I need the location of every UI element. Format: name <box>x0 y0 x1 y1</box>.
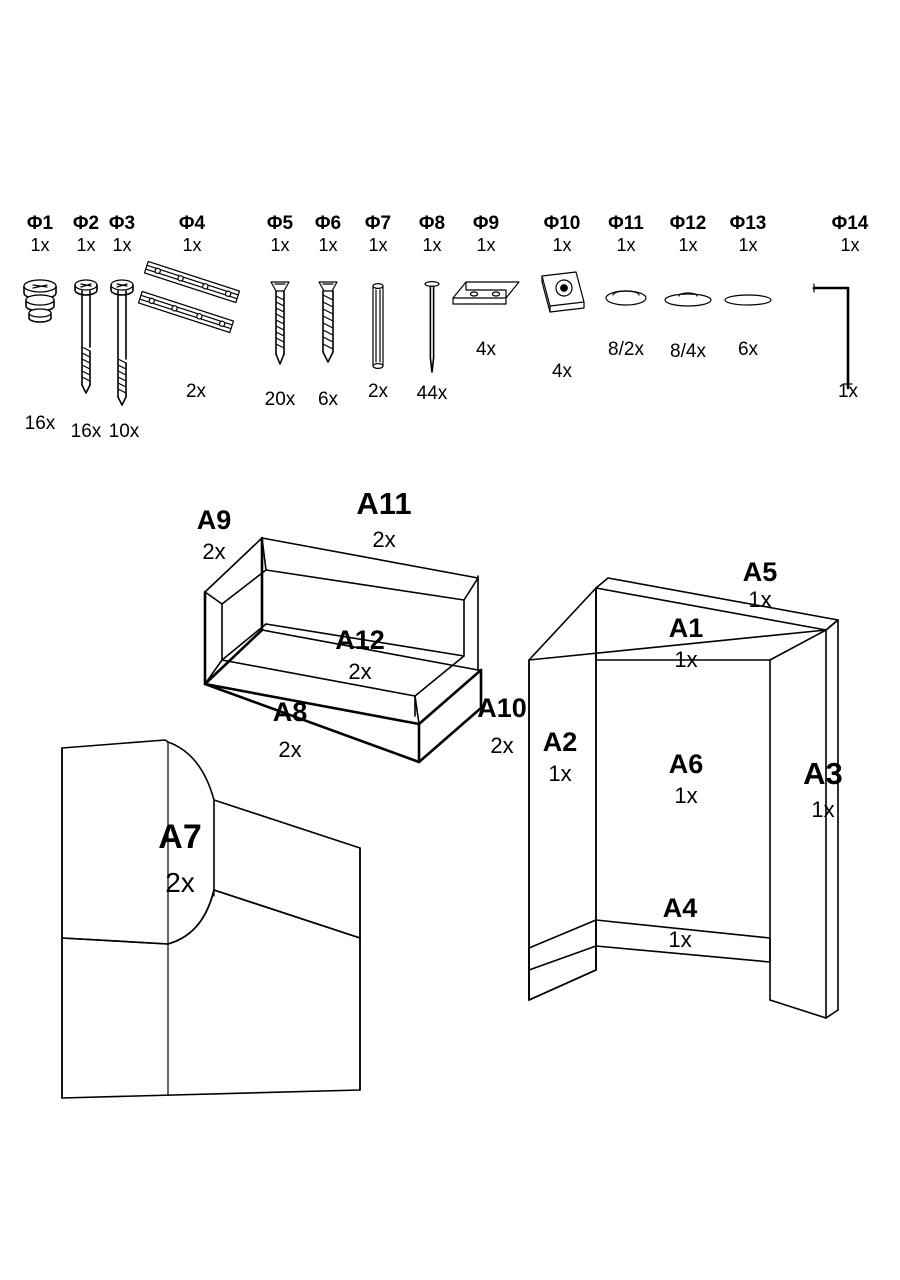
panel-qty-a11: 2x <box>372 527 396 552</box>
panel-qty-a9: 2x <box>202 539 226 564</box>
panel-code-a7: A7 <box>158 818 202 856</box>
hardware-unit-5: 1x <box>270 235 290 255</box>
hardware-count-1: 16x <box>24 413 56 434</box>
hardware-count-5: 20x <box>264 389 296 410</box>
hardware-unit-1: 1x <box>30 235 50 255</box>
panel-code-a5: A5 <box>742 557 778 587</box>
hardware-code-12: Φ12 <box>669 213 707 234</box>
hardware-unit-3: 1x <box>112 235 132 255</box>
drawer-front-drawing <box>62 737 360 1098</box>
hardware-count-11: 8/2x <box>608 339 644 360</box>
panel-qty-a3: 1x <box>811 797 835 822</box>
hardware-code-2: Φ2 <box>72 213 100 234</box>
panel-code-a11: A11 <box>356 486 412 521</box>
panel-code-a10: A10 <box>477 693 527 723</box>
panel-code-a6: A6 <box>668 749 704 779</box>
hardware-code-9: Φ9 <box>472 213 500 234</box>
panel-code-a12: A12 <box>335 625 385 655</box>
hardware-code-1: Φ1 <box>26 213 54 234</box>
panel-code-a1: A1 <box>668 613 704 643</box>
hardware-code-3: Φ3 <box>108 213 136 234</box>
panel-code-a3: A3 <box>803 756 843 791</box>
hardware-unit-13: 1x <box>738 235 758 255</box>
hardware-code-14: Φ14 <box>831 213 869 234</box>
panel-qty-a8: 2x <box>278 737 302 762</box>
panel-qty-a6: 1x <box>674 783 698 808</box>
hardware-unit-7: 1x <box>368 235 388 255</box>
hardware-count-3: 10x <box>108 421 140 442</box>
hardware-code-11: Φ11 <box>608 213 644 234</box>
hardware-unit-9: 1x <box>476 235 496 255</box>
panel-qty-a10: 2x <box>490 733 514 758</box>
hardware-unit-12: 1x <box>678 235 698 255</box>
hardware-count-12: 8/4x <box>670 341 706 362</box>
panel-qty-a5: 1x <box>748 587 772 612</box>
panel-code-a9: A9 <box>196 505 232 535</box>
hardware-count-4: 2x <box>185 381 207 402</box>
panel-qty-a4: 1x <box>668 927 692 952</box>
hardware-count-6: 6x <box>317 389 339 410</box>
hardware-unit-4: 1x <box>182 235 202 255</box>
hardware-unit-14: 1x <box>840 235 860 255</box>
hardware-code-4: Φ4 <box>178 213 206 234</box>
hardware-count-14: 1x <box>837 381 859 402</box>
hardware-count-13: 6x <box>737 339 759 360</box>
hardware-code-5: Φ5 <box>266 213 294 234</box>
hardware-unit-6: 1x <box>318 235 338 255</box>
panel-qty-a12: 2x <box>348 659 372 684</box>
hardware-code-13: Φ13 <box>729 213 767 234</box>
hardware-code-10: Φ10 <box>543 213 581 234</box>
hardware-code-7: Φ7 <box>364 213 392 234</box>
hardware-unit-11: 1x <box>616 235 636 255</box>
hardware-code-6: Φ6 <box>314 213 342 234</box>
panel-code-a2: A2 <box>542 727 578 757</box>
hardware-count-9: 4x <box>475 339 497 360</box>
panel-code-a8: A8 <box>272 697 308 727</box>
panel-qty-a7: 2x <box>165 867 195 898</box>
hardware-unit-10: 1x <box>552 235 572 255</box>
hardware-count-7: 2x <box>367 381 389 402</box>
panel-qty-a2: 1x <box>548 761 572 786</box>
panel-qty-a1: 1x <box>674 647 698 672</box>
hardware-unit-2: 1x <box>76 235 96 255</box>
panel-code-a4: A4 <box>662 893 698 923</box>
hardware-unit-8: 1x <box>422 235 442 255</box>
hardware-count-10: 4x <box>551 361 573 382</box>
hardware-count-8: 44x <box>416 383 448 404</box>
hardware-code-8: Φ8 <box>418 213 446 234</box>
hardware-count-2: 16x <box>70 421 102 442</box>
